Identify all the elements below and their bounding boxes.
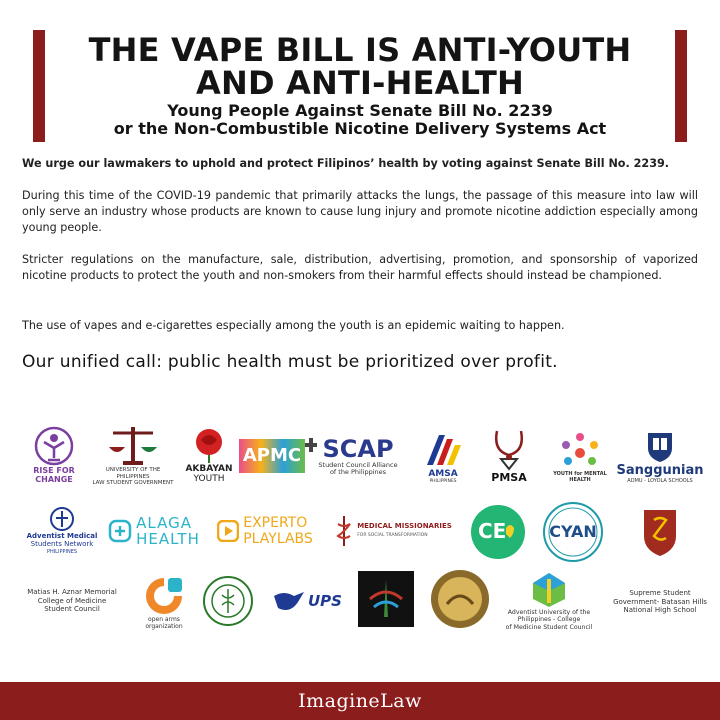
gold-seal-logo <box>426 566 494 632</box>
supreme-text-3: National High School <box>623 606 697 615</box>
akbayan-youth-logo <box>178 420 240 490</box>
ups-text: UPS <box>308 592 342 610</box>
cyan-text: CYAN <box>549 522 597 541</box>
subtitle-line-2: or the Non-Combustible Nicotine Delivery Systems Act <box>113 119 607 138</box>
aup-text-1: Adventist University of the <box>507 609 591 617</box>
scap-logo <box>312 428 404 484</box>
cyan-logo <box>540 500 606 564</box>
matias-aznar-logo <box>18 578 126 624</box>
adventist-text-2: Students Network <box>30 540 94 548</box>
scap-sub-1: Student Council Alliance <box>318 460 398 469</box>
experto-playlabs-logo <box>212 508 318 554</box>
matias-text-2: College of Medicine <box>37 596 107 605</box>
ce-logo <box>468 502 528 562</box>
akbayan-text-2: YOUTH <box>193 474 225 484</box>
crimson-shield-icon <box>640 506 680 558</box>
right-accent-bar <box>675 30 687 142</box>
aup-emblem-icon <box>531 571 567 609</box>
pmsa-text: PMSA <box>491 470 527 484</box>
paragraph-epidemic: The use of vapes and e-cigarettes especially among the youth is an epidemic waiting to happen. <box>22 319 565 332</box>
subtitle-line-1: Young People Against Senate Bill No. 2239 <box>167 101 553 120</box>
alaga-text-2: HEALTH <box>136 530 200 548</box>
apmc-logo <box>242 428 308 484</box>
brand-name: ImagineLaw <box>298 690 422 712</box>
scales-of-justice-icon <box>105 423 161 467</box>
open-arms-icon <box>144 576 184 616</box>
amsa-logo <box>418 424 468 490</box>
up-law-text-2: LAW STUDENT GOVERNMENT <box>92 480 174 487</box>
sanggunian-logo <box>616 424 704 490</box>
adventist-text-1: Adventist Medical <box>26 532 98 540</box>
paragraph-regulations: Stricter regulations on the manufacture, sale, distribution, advertising, promotion, and sponsorship of vaporized nicotine products to protect the youth and non-smokers from their harmful effects should instead be championed. <box>22 253 698 282</box>
hand-icon <box>272 586 306 616</box>
rise-text-1: RISE FOR <box>33 466 75 475</box>
ups-logo <box>268 578 346 624</box>
aup-medicine-logo <box>498 566 600 636</box>
apmc-text: APMC <box>239 439 305 473</box>
experto-text-2: PLAYLABS <box>243 531 313 547</box>
adventist-text-3: PHILIPPINES <box>46 549 78 555</box>
matias-text-1: Matias H. Aznar Memorial <box>27 588 117 597</box>
amsa-flag-icon <box>423 431 463 469</box>
aup-text-3: of Medicine Student Council <box>505 623 593 631</box>
caduceus-icon <box>334 514 354 548</box>
openarms-text-2: organization <box>145 623 183 630</box>
alaga-health-logo <box>106 508 202 554</box>
scap-text: SCAP <box>322 434 394 463</box>
people-circle-icon <box>558 431 602 471</box>
paragraph-covid: During this time of the COVID-19 pandemic that primarily attacks the lungs, the passage of this measure into law will only serve an industry whose products are known to cause lung injury and promote nicotine addiction especially among young people. <box>22 189 698 234</box>
supreme-text-2: Government- Batasan Hills <box>613 597 707 606</box>
alaga-plus-icon <box>108 519 132 543</box>
dark-emblem-logo <box>356 570 416 628</box>
rise-for-change-logo <box>24 420 84 490</box>
ce-text: CE <box>478 519 507 543</box>
medical-society-seal-logo <box>198 572 258 630</box>
unified-call: Our unified call: public health must be prioritized over profit. <box>22 352 558 372</box>
title-line-2: AND ANTI-HEALTH <box>196 64 524 102</box>
rose-icon <box>189 426 229 464</box>
amsa-sub: PHILIPPINES <box>429 478 457 484</box>
akbayan-text-1: AKBAYAN <box>185 464 233 474</box>
pmsa-logo <box>480 420 538 490</box>
rise-emblem-icon <box>34 426 74 466</box>
matias-text-3: Student Council <box>44 605 100 614</box>
up-law-logo <box>92 420 174 490</box>
page-subtitle <box>60 102 660 138</box>
rise-text-2: CHANGE <box>35 475 73 484</box>
amsa-text: AMSA <box>428 468 458 479</box>
experto-text-1: EXPERTO <box>243 515 308 531</box>
page-title <box>60 31 660 102</box>
medmiss-sub: FOR SOCIAL TRANSFORMATION <box>357 533 428 538</box>
dark-emblem-icon <box>358 571 414 627</box>
yfmh-text: YOUTH for MENTAL HEALTH <box>553 471 607 483</box>
gold-seal-icon <box>429 568 491 630</box>
medmiss-text: MEDICAL MISSIONARIES <box>357 522 452 530</box>
sanggunian-sub: ADMU - LOYOLA SCHOOLS <box>627 478 693 484</box>
youth-for-mental-health-logo <box>544 424 616 490</box>
aup-text-2: Philippines - College <box>517 616 581 624</box>
adventist-emblem-icon <box>49 506 75 532</box>
alaga-text-1: ALAGA <box>136 514 192 532</box>
shield-icon <box>643 430 677 464</box>
pmsa-stethoscope-icon <box>489 427 529 471</box>
openarms-text-1: open arms <box>148 615 180 623</box>
crimson-shield-logo <box>632 502 688 562</box>
experto-play-icon <box>217 520 239 542</box>
adventist-medical-logo <box>22 502 102 560</box>
open-arms-logo <box>136 572 192 634</box>
footer-bar <box>0 682 720 720</box>
title-line-1: THE VAPE BILL IS ANTI-YOUTH <box>88 31 632 69</box>
sanggunian-text: Sanggunian <box>616 463 704 478</box>
medical-seal-icon <box>202 575 254 627</box>
left-accent-bar <box>33 30 45 142</box>
medical-missionaries-logo <box>328 508 458 554</box>
up-law-text-1: UNIVERSITY OF THE PHILIPPINES <box>105 467 161 480</box>
lead-statement: We urge our lawmakers to uphold and protect Filipinos’ health by voting against Senate Bill No. 2239. <box>22 157 670 170</box>
supreme-student-government-logo <box>608 580 712 624</box>
supreme-text-1: Supreme Student <box>629 589 691 598</box>
scap-sub-2: of the Philippines <box>329 468 387 476</box>
